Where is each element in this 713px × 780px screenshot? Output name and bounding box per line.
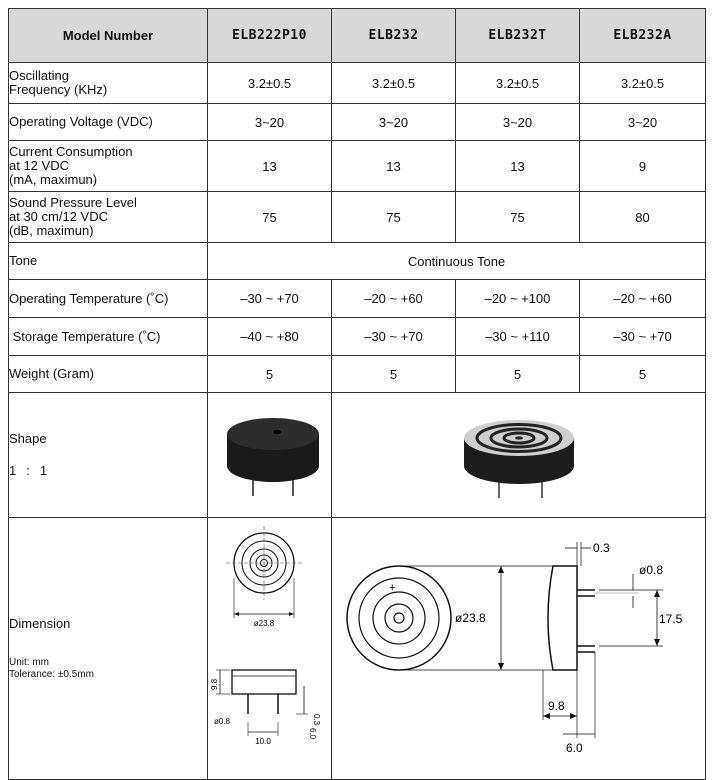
row-label-current-consumption: Current Consumption at 12 VDC (mA, maximun) [9,141,208,192]
large-pin-dia-label: ø0.8 [638,563,663,577]
row-label-operating-voltage: Operating Voltage (VDC) [9,104,208,141]
row-label-dimension [9,518,208,780]
row-label-tone: Tone [9,243,208,280]
table-row [9,518,706,780]
large-diameter-label: ø23.8 [454,611,486,625]
shape-label: Shape [9,431,47,446]
table-row [9,104,706,141]
dimension-label: Dimension [9,615,71,631]
table-cell: 3.2±0.5 [580,63,706,104]
scale-ratio: 1 : 1 [9,463,48,478]
table-cell: –30 ~ +110 [456,318,580,356]
table-cell: 75 [456,192,580,243]
row-label-weight: Weight (Gram) [9,356,208,393]
table-cell: 3~20 [332,104,456,141]
table-cell: 13 [456,141,580,192]
buzzer-photo-small [215,404,325,504]
table-cell: 3.2±0.5 [208,63,332,104]
model-col-2: ELB232 [332,9,456,63]
model-col-3: ELB232T [456,9,580,63]
row-label-sound-pressure-level: Sound Pressure Level at 30 cm/12 VDC (dB, maximun) [9,192,208,243]
unit-note: Unit: mm Tolerance: ±0.5mm [9,656,94,680]
small-height-label: 9.8 [210,678,219,690]
table-row [9,318,706,356]
table-row [9,63,706,104]
table-cell: 75 [332,192,456,243]
large-pin-spacing-label: 17.5 [658,612,682,626]
table-cell: 3~20 [208,104,332,141]
table-cell: –40 ~ +80 [208,318,332,356]
table-cell: –20 ~ +100 [456,280,580,318]
table-cell: –30 ~ +70 [332,318,456,356]
table-row [9,192,706,243]
tone-value-cell: Continuous Tone [208,243,706,280]
table-row [9,280,706,318]
buzzer-photo-large [454,404,584,504]
shape-photo-elb232-cell [332,393,706,518]
model-col-4: ELB232A [580,9,706,63]
table-row [9,393,706,518]
table-row [9,141,706,192]
dimension-drawing-small-cell [208,518,332,780]
table-cell: 13 [208,141,332,192]
row-label-storage-temperature: Storage Temperature (˚C) [9,318,208,356]
table-cell: 3.2±0.5 [456,63,580,104]
header-row [9,9,706,63]
table-cell: 5 [456,356,580,393]
table-row [9,356,706,393]
table-cell: 3~20 [456,104,580,141]
large-offset-label: 0.3 [592,541,610,555]
table-cell: 9 [580,141,706,192]
dimension-drawing-large [333,518,705,776]
model-col-1: ELB222P10 [208,9,332,63]
model-number-header: Model Number [9,9,208,63]
row-label-operating-temperature: Operating Temperature (˚C) [9,280,208,318]
table-cell: 80 [580,192,706,243]
small-pin-dia-label: ø0.8 [214,717,231,726]
svg-text:+: + [388,582,395,594]
dimension-drawing-large-cell [332,518,706,780]
small-offset-label: 0.3 [312,714,321,726]
table-cell: –20 ~ +60 [580,280,706,318]
dimension-drawing-small [208,518,332,776]
row-label-oscillating-frequency: Oscillating Frequency (KHz) [9,63,208,104]
small-pin-spacing-label: 10.0 [255,737,271,746]
table-cell: 3.2±0.5 [332,63,456,104]
spec-table [8,8,706,780]
table-cell: –20 ~ +60 [332,280,456,318]
table-cell: 13 [332,141,456,192]
table-cell: –30 ~ +70 [208,280,332,318]
table-cell: 5 [332,356,456,393]
table-cell: 3~20 [580,104,706,141]
small-diameter-label: ø23.8 [253,619,275,628]
table-cell: 5 [208,356,332,393]
table-cell: –30 ~ +70 [580,318,706,356]
row-label-shape [9,393,208,518]
table-cell: 5 [580,356,706,393]
table-cell: 75 [208,192,332,243]
shape-photo-elb222p10-cell [208,393,332,518]
table-row [9,243,706,280]
small-pin-length-label: 6.0 [308,728,317,740]
large-pin-length-label: 6.0 [565,741,583,755]
large-height-label: 9.8 [547,699,565,713]
